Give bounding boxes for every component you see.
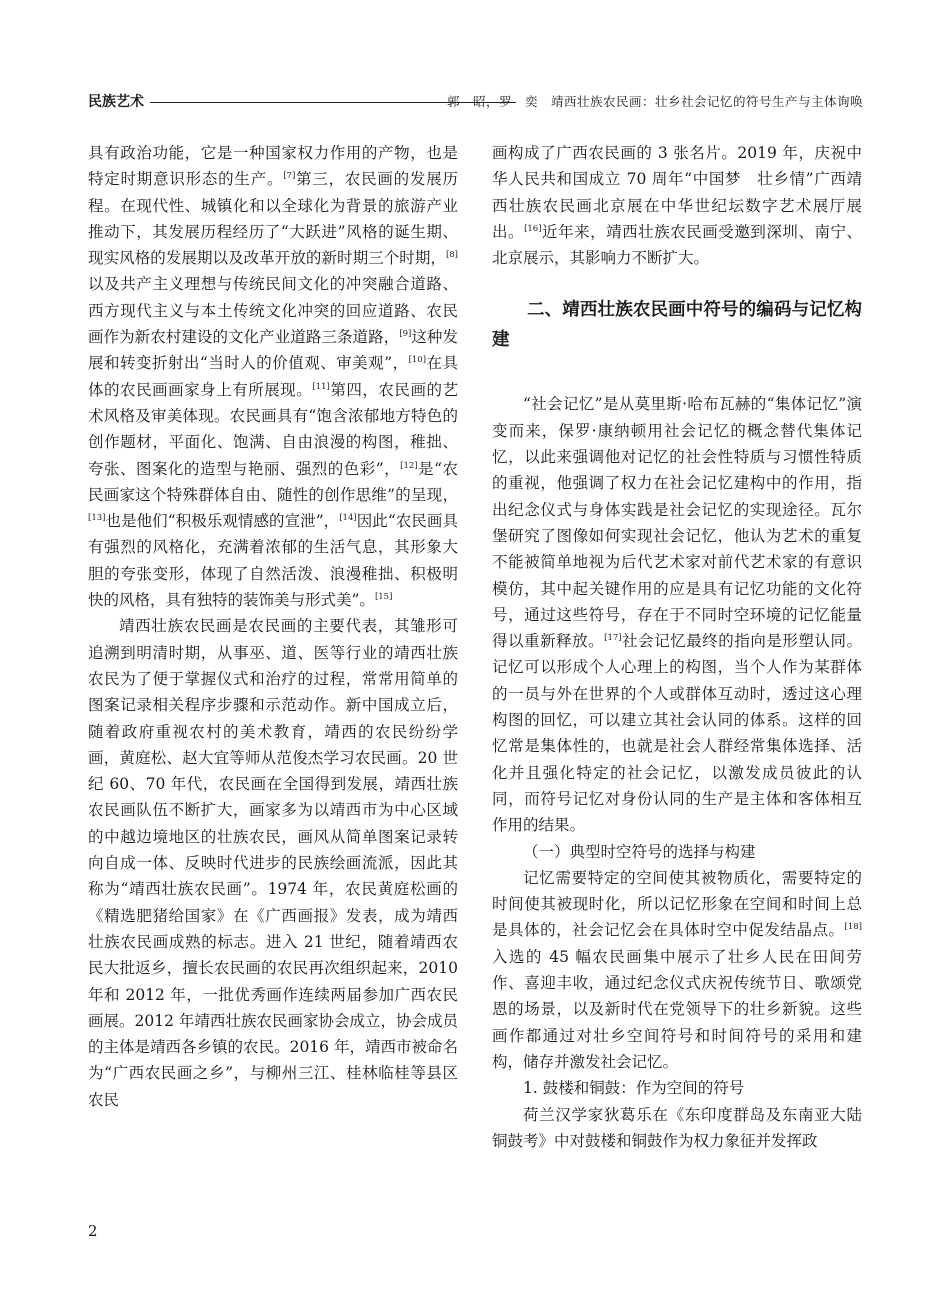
citation: [8] [445,250,458,261]
citation: [16] [524,223,542,234]
paragraph: 荷兰汉学家狄葛乐在《东印度群岛及东南亚大陆铜鼓考》中对鼓楼和铜鼓作为权力象征并发挥政 [492,1105,862,1150]
subsection-heading: （一）典型时空符号的选择与构建 [523,842,756,861]
subsubsection-heading: 1. 鼓楼和铜鼓：作为空间的符号 [523,1079,745,1098]
citation: [13] [88,513,106,523]
running-title: 郭 昭，罗 奕 靖西壮族农民画：壮乡社会记忆的符号生产与主体询唤 [446,94,863,109]
paragraph: 画构成了广西农民画的 3 张名片。2019 年，庆祝中华人民共和国成立 70 周年“中国梦 壮乡情”广西靖西壮族农民画北京展在中华世纪坛数字艺术展厅展出。[16]近年来，靖西壮族农民画受邀到深圳、南宁、北京展示，其影响力不断扩大。 [492,144,862,268]
left-column [88,140,458,1113]
paragraph: 具有政治功能，它是一种国家权力作用的产物，也是特定时期意识形态的生产。[7]第三，农民画的发展历程。在现代性、城镇化和以全球化为背景的旅游产业推动下，其发展历程经历了“大跃进”风格的诞生期、现实风格的发展期以及改革开放的新时期三个时期，[8]以及共产主义理想与传统民间文化的冲突融合道路、西方现代主义与本土传统文化冲突的回应道路、农民画作为新农村建设的文化产业道路三条道路，[9]这种发展和转变折射出“当时人的价值观、审美观”，[10]在具体的农民画画家身上有所展现。[11]第四，农民画的艺术风格及审美体现。农民画具有“饱含浓郁地方特色的创作题材，平面化、饱满、自由浪漫的构图，稚拙、夸张、图案化的造型与艳丽、强烈的色彩”，[12]是“农民画家这个特殊群体自由、随性的创作思维”的呈现，[13]也是他们“积极乐观情感的宣泄”，[14]因此“农民画具有强烈的风格化，充满着浓郁的生活气息，其形象大胆的夸张变形，体现了自然活泼、浪漫稚拙、积极明快的风格，具有独特的装饰美与形式美”。[15] [88,144,458,610]
page-header [88,92,863,114]
right-column [492,140,862,1154]
citation: [7] [283,171,296,182]
citation: [14] [339,513,357,523]
citation: [10] [408,355,427,366]
paragraph: “社会记忆”是从莫里斯·哈布瓦赫的“集体记忆”演变而来，保罗·康纳顿用社会记忆的概念替代集体记忆，以此来强调他对记忆的社会性特质与习惯性特质的重视，他强调了权力在社会记忆建构中的作用，指出纪念仪式与身体实践是社会记忆的实现途径。瓦尔堡研究了图像如何实现社会记忆，他认为艺术的重复不能被简单地视为后代艺术家对前代艺术家的有意识模仿，其中起关键作用的应是具有记忆功能的文化符号，通过这些符号，存在于不同时空环境的记忆能量得以重新释放。[17]社会记忆最终的指向是形塑认同。记忆可以形成个人心理上的构图，当个人作为某群体的一员与外在世界的个人或群体互动时，透过这心理构图的回忆，可以建立其社会认同的体系。这样的回忆常是集体性的，也就是社会人群经常集体选择、活化并且强化特定的社会记忆，以激发成员彼此的认同，而符号记忆对身份认同的生产是主体和客体相互作用的结果。 [492,395,862,835]
citation: [15] [374,591,393,602]
journal-name: 民族艺术 [88,94,144,110]
paragraph: 靖西壮族农民画是农民画的主要代表，其雏形可追溯到明清时期，从事巫、道、医等行业的靖西壮族农民为了便于掌握仪式和治疗的过程，常常用简单的图案记录相关程序步骤和示范动作。新中国成立后，随着政府重视农村的美术教育，靖西的农民纷纷学画，黄庭松、赵大宜等师从范俊杰学习农民画。20 世纪 60、70 年代，农民画在全国得到发展，靖西壮族农民画队伍不断扩大，画家多为以靖西市为中心区域的中越边境地区的壮族农民，画风从简单图案记录转向自成一体、反映时代进步的民族绘画流派，因此其称为“靖西壮族农民画”。1974 年，农民黄庭松画的《精选肥猪给国家》在《广西画报》发表，成为靖西壮族农民画成熟的标志。进入 21 世纪，随着靖西农民大批返乡，擅长农民画的农民再次组织起来，2010 年和 2012 年，一批优秀画作连续两届参加广西农民画展。2012 年靖西壮族农民画家协会成立，协会成员的主体是靖西各乡镇的农民。2016 年，靖西市被命名为“广西农民画之乡”，与柳州三江、桂林临桂等县区农民 [88,617,458,1109]
citation: [12] [400,460,418,471]
section-heading: 二、靖西壮族农民画中符号的编码与记忆构建 [492,300,862,351]
page-number: 2 [88,1222,98,1240]
citation: [9] [399,328,412,339]
paragraph: 记忆需要特定的空间使其被物质化，需要特定的时间使其被现时化，所以记忆形象在空间和时间上总是具体的，社会记忆会在具体时空中促发结晶点。[18]入选的 45 幅农民画集中展示了壮乡人民在田间劳作、喜迎丰收，通过纪念仪式庆祝传统节日、歌颂党恩的场景，以及新时代在党领导下的壮乡新貌。这些画作都通过对壮乡空间符号和时间符号的采用和建构，储存并激发社会记忆。 [492,868,862,1071]
citation: [17] [604,633,622,643]
citation: [11] [312,381,330,392]
citation: [18] [844,922,862,933]
